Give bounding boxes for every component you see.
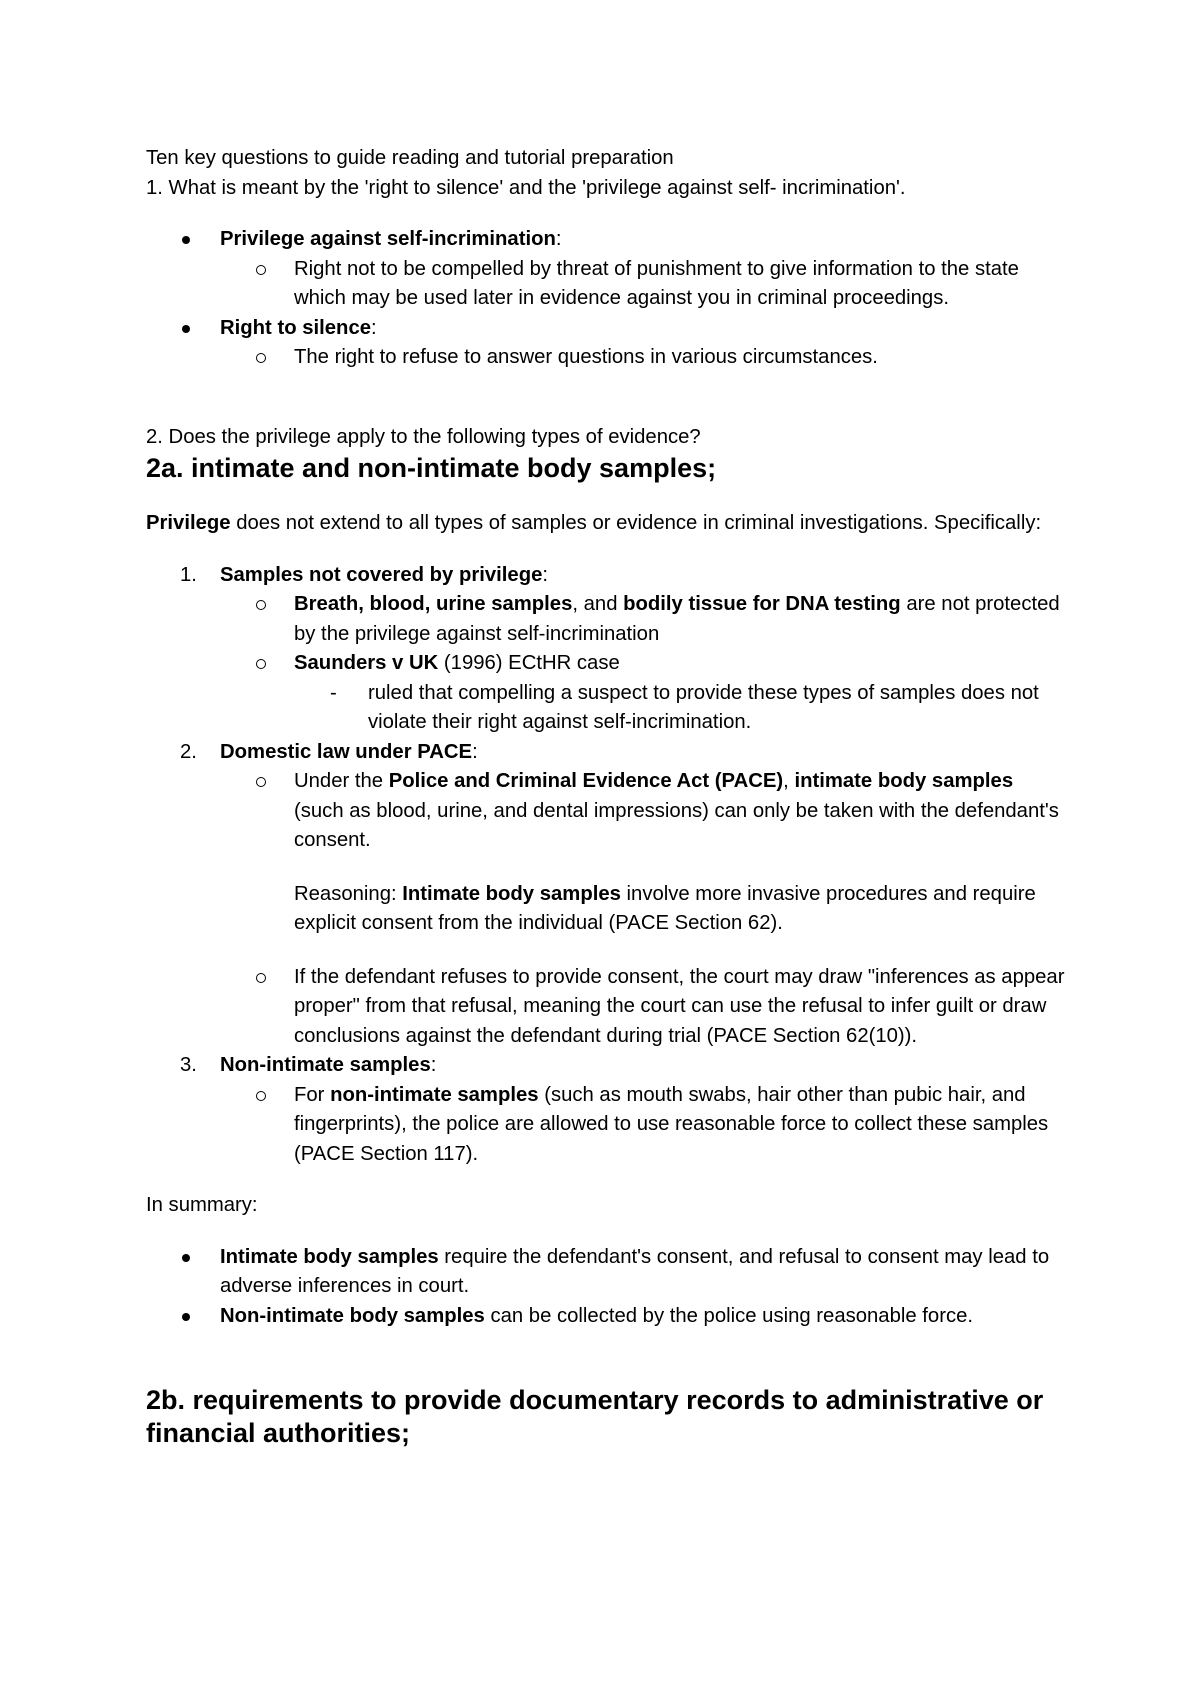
list-item: 1. Samples not covered by privilege: Breath, blood, urine samples, and bodily tissue for DNA testing are not protected by the privilege against self-incrimination Saunders v UK (1996) ECtHR case - ruled that compelling a suspect to provide these types of samples does not violate their right against self-incrimination.	[146, 561, 1066, 738]
sub-list	[220, 590, 1066, 738]
reasoning-text: Reasoning: Intimate body samples involve more invasive procedures and require explicit consent from the individual (PACE Section 62).	[294, 882, 1036, 934]
list-item: For non-intimate samples (such as mouth swabs, hair other than pubic hair, and fingerprints), the police are allowed to use reasonable force to collect these samples (PACE Section 117).	[220, 1081, 1066, 1170]
list-number: 3.	[180, 1054, 197, 1076]
sub-list	[220, 767, 1066, 1051]
case-name: Saunders v UK	[294, 652, 439, 674]
list-item: 3. Non-intimate samples: For non-intimate samples (such as mouth swabs, hair other than pubic hair, and fingerprints), the police are allowed to use reasonable force to collect these samples (PACE Section 117).	[146, 1051, 1066, 1169]
question-2: 2. Does the privilege apply to the following types of evidence?	[146, 425, 701, 448]
term-right-to-silence: Right to silence	[220, 316, 372, 339]
sub-list	[220, 343, 1066, 373]
definition-privilege: Right not to be compelled by threat of punishment to give information to the state which may be used later in evidence against you in criminal proceedings.	[294, 257, 1019, 309]
heading-2b: 2b. requirements to provide documentary records to administrative or financial authorities;	[146, 1385, 1044, 1448]
list-item: 2. Domestic law under PACE: Under the Police and Criminal Evidence Act (PACE), intimate body samples (such as blood, urine, and dental impressions) can only be taken with the defendant's consent. Reasoning: Intimate body samples involve more invasive procedures and require explicit consent from the individual (PACE Section 62). If the defendant refuses to provide consent, the court may draw "inferences as appear proper" from that refusal, meaning the court can use the refusal to infer guilt or draw conclusions against the defendant during trial (PACE Section 62(10)).	[146, 738, 1066, 1052]
term-privilege: Privilege against self-incrimination	[220, 228, 556, 250]
list-number: 1.	[180, 563, 197, 586]
list-item: Breath, blood, urine samples, and bodily tissue for DNA testing are not protected by the privilege against self-incrimination	[220, 590, 1066, 649]
summary-label: In summary:	[146, 1194, 258, 1216]
sub-sub-list	[294, 679, 1066, 738]
question-1: 1. What is meant by the 'right to silence' and the 'privilege against self- incrimination'.	[146, 176, 906, 199]
document-page	[146, 144, 1066, 1450]
sub-list	[220, 255, 1066, 314]
list-item: Right to silence: The right to refuse to answer questions in various circumstances.	[146, 314, 1066, 373]
list-item: Saunders v UK (1996) ECtHR case - ruled that compelling a suspect to provide these types of samples does not violate their right against self-incrimination.	[220, 649, 1066, 738]
list-item: Non-intimate body samples can be collected by the police using reasonable force.	[146, 1302, 1066, 1332]
list-item: If the defendant refuses to provide consent, the court may draw "inferences as appear proper" from that refusal, meaning the court can use the refusal to infer guilt or draw conclusions against the defendant during trial (PACE Section 62(10)).	[220, 963, 1066, 1052]
list-item: Privilege against self-incrimination: Right not to be compelled by threat of punishment to give information to the state which may be used later in evidence against you in criminal proceedings.	[146, 225, 1066, 314]
numbered-list	[146, 561, 1066, 1170]
privilege-intro: Privilege does not extend to all types of samples or evidence in criminal investigations. Specifically:	[146, 512, 1042, 534]
list-item	[220, 255, 1066, 314]
list-item: - ruled that compelling a suspect to provide these types of samples does not violate their right against self-incrimination.	[330, 681, 1039, 733]
list-number: 2.	[180, 740, 197, 763]
definition-right-to-silence: The right to refuse to answer questions in various circumstances.	[294, 346, 878, 368]
list-item: Intimate body samples require the defendant's consent, and refusal to consent may lead to adverse inferences in court.	[146, 1243, 1066, 1302]
document-title: Ten key questions to guide reading and tutorial preparation	[146, 147, 674, 169]
summary-list	[146, 1243, 1066, 1332]
list-item: Under the Police and Criminal Evidence Act (PACE), intimate body samples (such as blood, urine, and dental impressions) can only be taken with the defendant's consent. Reasoning: Intimate body samples involve more invasive procedures and require explicit consent from the individual (PACE Section 62).	[220, 767, 1066, 963]
q1-bullet-list	[146, 225, 1066, 373]
sub-list	[220, 1081, 1066, 1170]
list-item	[220, 343, 1066, 373]
heading-2a: 2a. intimate and non-intimate body samples;	[146, 453, 717, 483]
